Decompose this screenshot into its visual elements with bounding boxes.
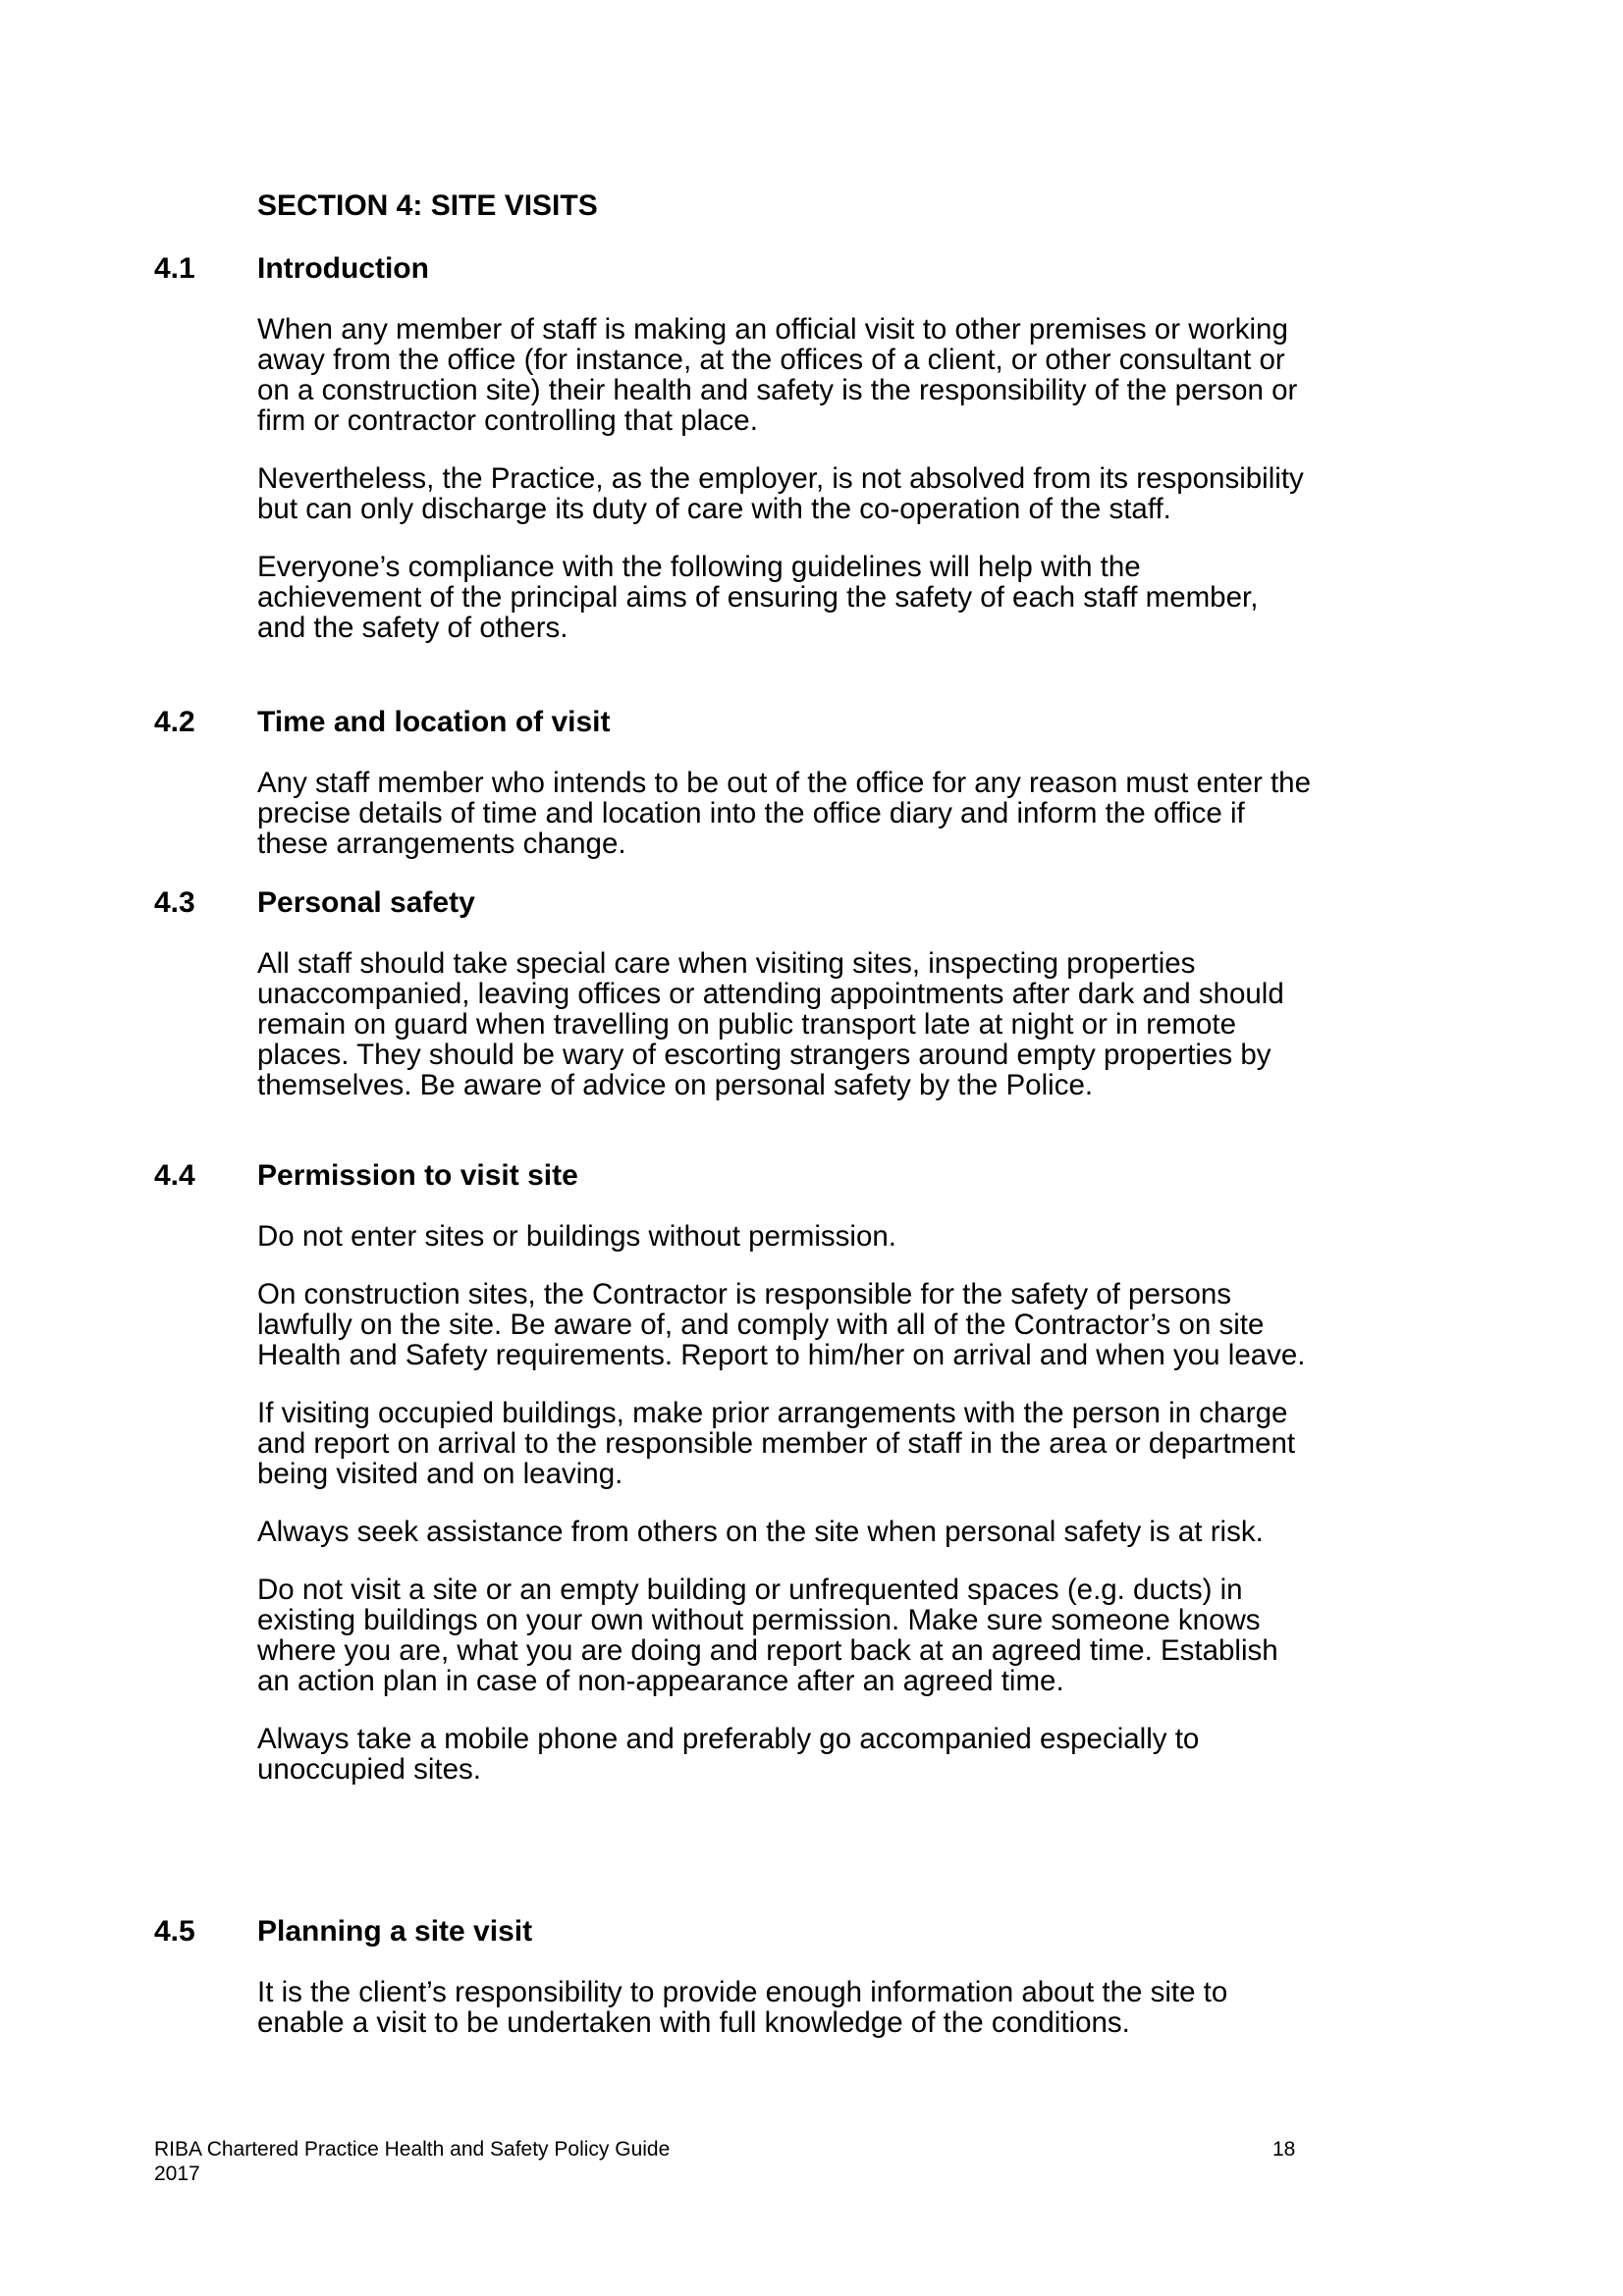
subsection-title: Introduction <box>257 252 429 285</box>
footer-document-info <box>154 2137 670 2186</box>
paragraph: Do not enter sites or buildings without permission. <box>257 1220 896 1253</box>
paragraph: Always take a mobile phone and preferably go accompanied especially to unoccupied sites. <box>257 1723 1200 1786</box>
subsection-heading <box>154 705 1313 740</box>
subsection-title: Time and location of visit <box>257 706 611 738</box>
paragraph: Always seek assistance from others on the site when personal safety is at risk. <box>257 1516 1264 1548</box>
footer-year: 2017 <box>154 2163 200 2185</box>
paragraph: If visiting occupied buildings, make prior arrangements with the person in charge and report on arrival to the responsible member of staff in the area or department being visited and on leaving. <box>257 1397 1296 1490</box>
paragraph: All staff should take special care when visiting sites, inspecting properties unaccompanied, leaving offices or attending appointments after dark and should remain on guard when travelling on public transport late at night or in remote places. They should be wary of escorting strangers around empty properties by themselves. Be aware of advice on personal safety by the Police. <box>257 947 1284 1101</box>
footer-document-title: RIBA Chartered Practice Health and Safety Policy Guide <box>154 2138 671 2161</box>
paragraph: Any staff member who intends to be out of the office for any reason must enter the precise details of time and location into the office diary and inform the office if these arrangements change. <box>257 767 1311 860</box>
subsection-4-4 <box>154 1158 1313 1785</box>
subsection-title: Permission to visit site <box>257 1159 578 1192</box>
paragraph: Nevertheless, the Practice, as the employer, is not absolved from its responsibility but can only discharge its duty of care with the co-operation of the staff. <box>257 462 1304 525</box>
subsection-4-5 <box>154 1914 1313 2038</box>
subsection-number: 4.2 <box>154 706 195 738</box>
subsection-number: 4.3 <box>154 886 195 919</box>
paragraph: Do not visit a site or an empty building or unfrequented spaces (e.g. ducts) in existing buildings on your own without permission. Make sure someone knows where you are, what you are doing and report back at an agreed time. Establish an action plan in case of non-appearance after an agreed time. <box>257 1574 1278 1697</box>
subsection-heading <box>154 885 1313 921</box>
subsection-heading <box>154 251 1313 287</box>
paragraph: When any member of staff is making an official visit to other premises or working away from the office (for instance, at the offices of a client, or other consultant or on a construction site) their health and safety is the responsibility of the person or firm or contractor controlling that place. <box>257 313 1298 437</box>
paragraph: On construction sites, the Contractor is responsible for the safety of persons lawfully on the site. Be aware of, and comply with all of the Contractor’s on site Health and Safety requirements. Report to him/her on arrival and when you leave. <box>257 1278 1306 1371</box>
subsection-4-3 <box>154 885 1313 1100</box>
subsection-title: Personal safety <box>257 886 475 919</box>
subsection-number: 4.4 <box>154 1159 195 1192</box>
subsection-number: 4.1 <box>154 252 195 285</box>
paragraph: It is the client’s responsibility to provide enough information about the site to enable a visit to be undertaken with full knowledge of the conditions. <box>257 1976 1228 2039</box>
section-title: SECTION 4: SITE VISITS <box>257 189 598 222</box>
paragraph: Everyone’s compliance with the following guidelines will help with the achievement of the principal aims of ensuring the safety of each staff member, and the safety of others. <box>257 551 1259 644</box>
subsection-heading <box>154 1158 1313 1194</box>
subsection-heading <box>154 1914 1313 1949</box>
page-number: 18 <box>1272 2138 1296 2161</box>
subsection-number: 4.5 <box>154 1915 195 1948</box>
subsection-4-2 <box>154 705 1313 859</box>
subsection-4-1 <box>154 251 1313 643</box>
subsection-title: Planning a site visit <box>257 1915 533 1948</box>
